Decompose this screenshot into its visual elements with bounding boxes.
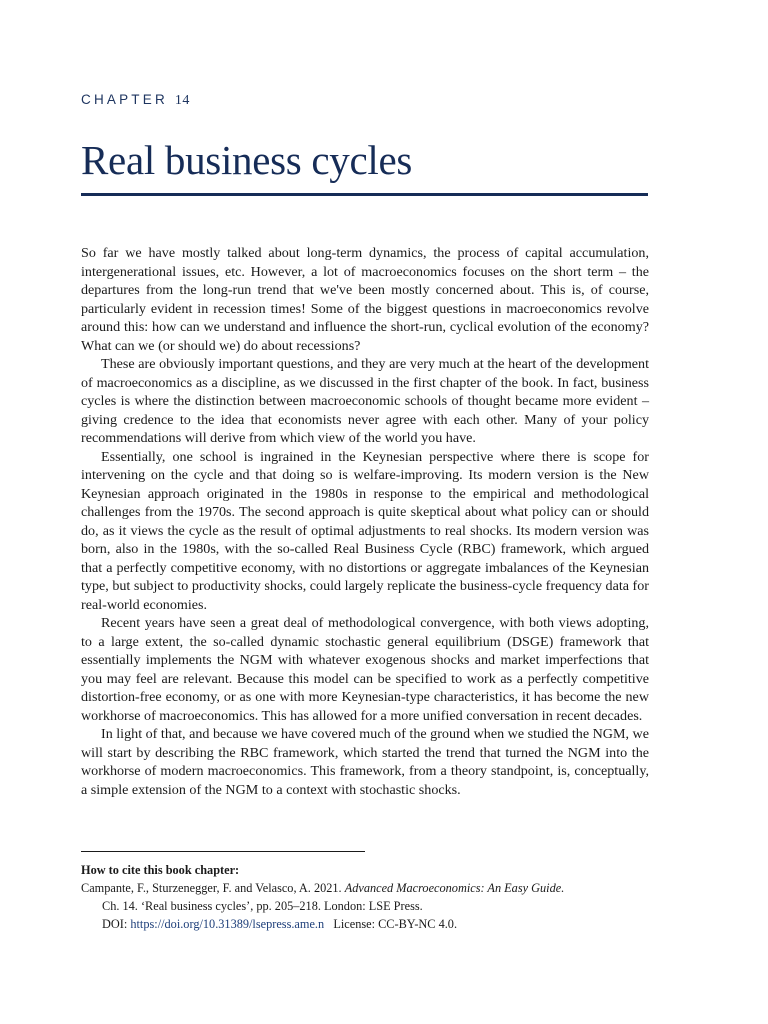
- body-paragraph: So far we have mostly talked about long-term dynamics, the process of capital accumulation, intergenerational issues, etc. However, a lot of macroeconomics focuses on the short term – the departures from the long-run trend that we've been mostly concerned about. This is, of course, particularly evident in recession times! Some of the biggest questions in macroeconomics revolve around this: how can we understand and influence the short-run, cyclical evolution of the economy? What can we (or should we) do about recessions?: [81, 245, 649, 354]
- license-text: License: CC-BY-NC 4.0.: [333, 917, 458, 931]
- citation-line-2: Ch. 14. ‘Real business cycles’, pp. 205–218. London: LSE Press.: [102, 899, 423, 913]
- book-page: [81, 0, 649, 1024]
- citation-block: [81, 861, 649, 933]
- doi-label: DOI:: [102, 917, 128, 931]
- chapter-word: CHAPTER: [81, 92, 168, 107]
- chapter-body: [81, 244, 649, 799]
- citation-line-3: [81, 915, 649, 933]
- doi-link[interactable]: https://doi.org/10.31389/lsepress.ame.n: [130, 917, 325, 931]
- body-paragraph: In light of that, and because we have covered much of the ground when we studied the NGM, we will start by describing the RBC framework, which started the trend that turned the NGM into the workhorse of modern macroeconomics. This framework, from a theory standpoint, is, conceptually, a simple extension of the NGM to a context with stochastic shocks.: [81, 726, 649, 798]
- body-paragraph: Essentially, one school is ingrained in the Keynesian perspective where there is scope for intervening on the cycle and that doing so is welfare-improving. Its modern version is the New Keynesian approach originated in the 1980s in response to the empirical and methodological challenges from the 1970s. The second approach is quite skeptical about what policy can or should do, as it views the cycle as the result of optimal adjustments to real shocks. Its modern version was born, also in the 1980s, with the so-called Real Business Cycle (RBC) framework, which argued that a perfectly competitive economy, with no distortions or aggregate imbalances of the Keynesian type, but subject to productivity shocks, could largely replicate the business-cycle frequency data for real-world economies.: [81, 448, 649, 613]
- body-paragraph: Recent years have seen a great deal of methodological convergence, with both views adopting, to a large extent, the so-called dynamic stochastic general equilibrium (DSGE) framework that essentially implements the NGM with whatever exogenous shocks and market imperfections that you may feel are relevant. Because this model can be specified to work as a perfectly competitive distortion-free economy, or as one with more Keynesian-type characteristics, it has become the new workhorse of macroeconomics. This has allowed for a more unified conversation in recent decades.: [81, 615, 649, 724]
- citation-book-title: Advanced Macroeconomics: An Easy Guide.: [344, 881, 565, 895]
- citation-authors: Campante, F., Sturzenegger, F. and Velasco, A. 2021.: [81, 881, 342, 895]
- citation-heading: How to cite this book chapter:: [81, 863, 240, 877]
- chapter-number: 14: [174, 93, 190, 108]
- title-divider: [81, 193, 648, 196]
- body-paragraph: These are obviously important questions, and they are very much at the heart of the development of macroeconomics as a discipline, as we discussed in the first chapter of the book. In fact, business cycles is where the distinction between macroeconomic schools of thought became more evident – giving credence to the idea that economists never agree with each other. Many of your policy recommendations will derive from which view of the world you have.: [81, 356, 649, 446]
- chapter-label: [81, 92, 190, 109]
- footnote-divider: [81, 851, 365, 852]
- citation-line-1: [81, 879, 649, 897]
- chapter-title: Real business cycles: [81, 137, 413, 183]
